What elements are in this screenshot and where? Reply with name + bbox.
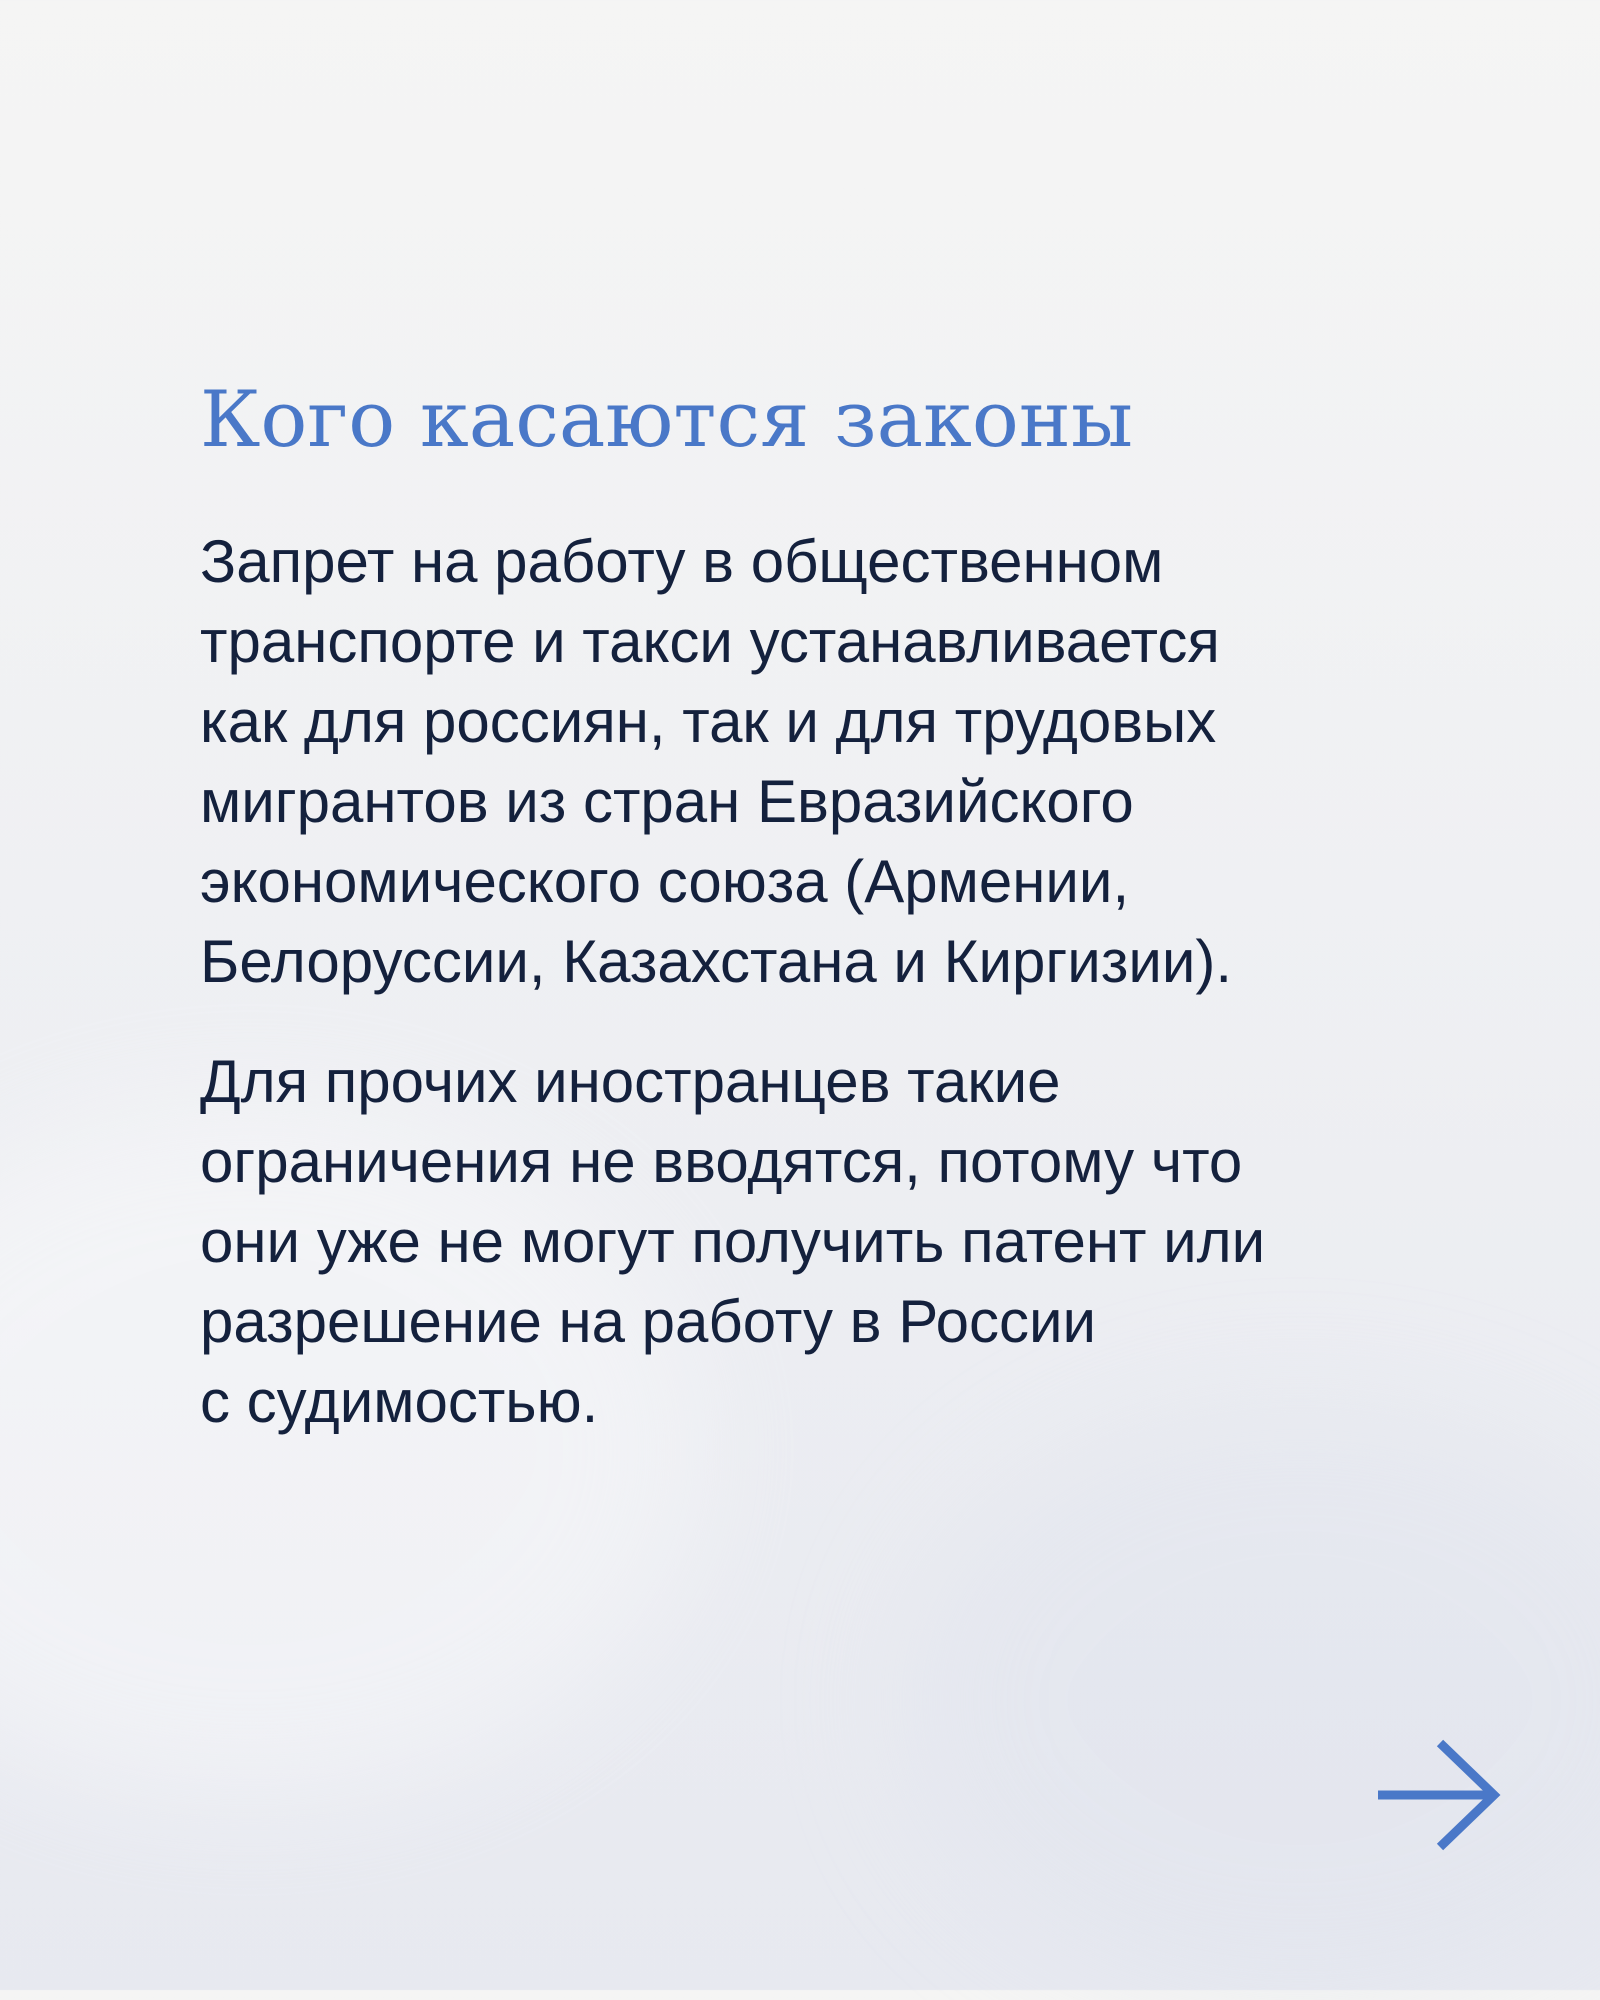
paragraph-line: Белоруссии, Казахстана и Киргизии). — [200, 928, 1233, 995]
paragraph-line: ограничения не вводятся, потому что — [200, 1128, 1243, 1195]
slide-title: Кого касаются законы — [200, 375, 1133, 465]
paragraph-line: Запрет на работу в общественном — [200, 528, 1164, 595]
paragraph-line: транспорте и такси устанавливается — [200, 608, 1220, 675]
paragraph-line: экономического союза (Армении, — [200, 848, 1130, 915]
paragraph-line: разрешение на работу в России — [200, 1288, 1096, 1355]
paragraph-line: они уже не могут получить патент или — [200, 1208, 1266, 1275]
paragraph-other-foreigners — [200, 1042, 1460, 1442]
slide-body — [200, 522, 1460, 1442]
paragraph-line: мигрантов из стран Евразийского — [200, 768, 1134, 835]
arrow-right-icon — [1370, 1735, 1510, 1855]
paragraph-line: с судимостью. — [200, 1368, 599, 1435]
paragraph-restriction-scope — [200, 522, 1460, 1002]
background-glow — [900, 1400, 1600, 2000]
paragraph-line: как для россиян, так и для трудовых — [200, 688, 1217, 755]
next-slide-button[interactable] — [1370, 1735, 1510, 1855]
paragraph-line: Для прочих иностранцев такие — [200, 1048, 1061, 1115]
